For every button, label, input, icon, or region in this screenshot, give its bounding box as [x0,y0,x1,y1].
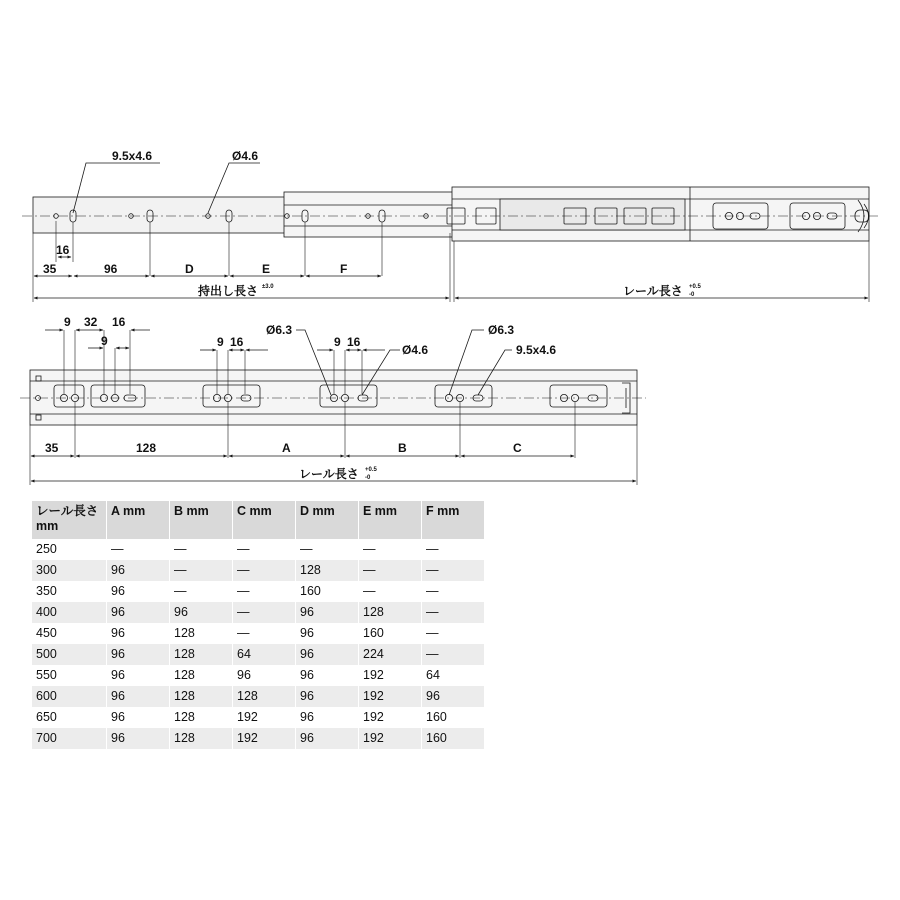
table-cell: 224 [359,644,422,665]
table-cell: 128 [170,707,233,728]
header-a: A mm [107,501,170,539]
table-cell: — [233,539,296,560]
table-cell: 64 [422,665,485,686]
table-cell: 96 [296,686,359,707]
table-cell: — [422,581,485,602]
table-cell: 160 [296,581,359,602]
header-c: C mm [233,501,296,539]
table-cell: — [233,581,296,602]
table-cell: 160 [359,623,422,644]
dim-32: 32 [84,315,98,329]
dim-35: 35 [43,262,57,276]
rail-closed [30,370,637,425]
table-cell: 96 [296,728,359,749]
hole-callout-large: Ø6.3 [488,323,515,337]
table-cell: 96 [296,644,359,665]
dim-c: C [513,441,522,455]
header-d: D mm [296,501,359,539]
table-row [32,581,485,602]
table-cell: 600 [32,686,107,707]
rail-tol-minus: -0 [689,292,695,298]
extension-length-label: 持出し長さ [198,284,259,298]
table-row [32,623,485,644]
table-cell: 96 [422,686,485,707]
spec-table [32,501,485,749]
table-cell: 96 [233,665,296,686]
table-cell: 250 [32,539,107,560]
table-row [32,602,485,623]
table-cell: — [107,539,170,560]
table-cell: 160 [422,728,485,749]
table-cell: 128 [170,623,233,644]
table-cell: 96 [296,602,359,623]
slot-callout: 9.5x4.6 [516,343,557,357]
table-cell: 128 [359,602,422,623]
table-cell: 128 [233,686,296,707]
table-cell: — [170,560,233,581]
table-cell: 128 [170,728,233,749]
table-cell: — [233,623,296,644]
table-cell: 500 [32,644,107,665]
dim-9-inner: 9 [101,334,108,348]
dim-9: 9 [217,335,224,349]
table-cell: 96 [107,623,170,644]
table-body [32,539,485,749]
table-cell: 128 [170,644,233,665]
dim-16: 16 [56,243,70,257]
table-row [32,728,485,749]
dim-16: 16 [112,315,126,329]
table-cell: — [296,539,359,560]
hole-callout: Ø4.6 [232,149,259,163]
dim-96: 96 [104,262,118,276]
rail-middle-segment [284,192,454,237]
table-row [32,686,485,707]
table-cell: — [359,581,422,602]
dim-f: F [340,262,348,276]
table-row [32,560,485,581]
table-cell: 96 [107,644,170,665]
table-cell: 192 [359,665,422,686]
table-cell: 64 [233,644,296,665]
table-cell: 96 [296,623,359,644]
table-cell: 96 [107,728,170,749]
table-cell: — [422,539,485,560]
table-cell: — [422,623,485,644]
table-cell: 650 [32,707,107,728]
hole-callout-small: Ø4.6 [402,343,429,357]
dim-d: D [185,262,194,276]
table-cell: — [422,644,485,665]
dim-9: 9 [334,335,341,349]
table-cell: 300 [32,560,107,581]
dim-a: A [282,441,291,455]
rail-length-label: レール長さ [623,284,683,298]
table-cell: 450 [32,623,107,644]
table-row [32,539,485,560]
header-rail-length: レール長さ mm [32,501,107,539]
table-cell: 128 [170,665,233,686]
table-cell: 192 [359,707,422,728]
table-row [32,644,485,665]
dim-b: B [398,441,407,455]
rail-length-label: レール長さ [299,467,359,481]
table-cell: 550 [32,665,107,686]
dim-9: 9 [64,315,71,329]
dim-e: E [262,262,271,276]
table-cell: — [170,539,233,560]
table-cell: 96 [107,665,170,686]
hole-callout-large: Ø6.3 [266,323,293,337]
table-row [32,665,485,686]
table-header-row [32,501,485,539]
header-e: E mm [359,501,422,539]
table-cell: 96 [296,665,359,686]
table-row [32,707,485,728]
table-cell: 128 [296,560,359,581]
dim-35: 35 [45,441,59,455]
table-cell: 96 [107,602,170,623]
top-view [22,163,880,302]
table-cell: 96 [107,560,170,581]
table-cell: 192 [359,728,422,749]
table-cell: 350 [32,581,107,602]
header-b: B mm [170,501,233,539]
table-cell: 700 [32,728,107,749]
dim-128: 128 [136,441,157,455]
table-cell: 96 [107,581,170,602]
table-cell: 96 [170,602,233,623]
table-cell: 192 [233,728,296,749]
table-cell: — [422,602,485,623]
rail-tol-plus: +0.5 [365,467,377,473]
dim-16: 16 [347,335,361,349]
slot-callout: 9.5x4.6 [112,149,153,163]
rail-tol-plus: +0.5 [689,284,701,290]
table-cell: 128 [170,686,233,707]
table-cell: 96 [107,686,170,707]
table-cell: — [170,581,233,602]
table-cell: 400 [32,602,107,623]
table-cell: — [233,602,296,623]
header-f: F mm [422,501,485,539]
table-cell: 96 [296,707,359,728]
rail-tol-minus: -0 [365,475,371,481]
dim-16: 16 [230,335,244,349]
table-cell: — [233,560,296,581]
table-cell: — [359,560,422,581]
table-cell: — [359,539,422,560]
table-cell: 96 [107,707,170,728]
extension-tolerance: ±3.0 [262,284,274,290]
table-cell: 160 [422,707,485,728]
table-cell: 192 [233,707,296,728]
table-cell: 192 [359,686,422,707]
table-cell: — [422,560,485,581]
